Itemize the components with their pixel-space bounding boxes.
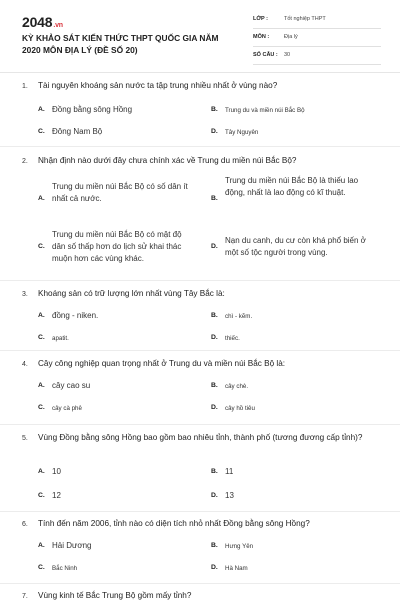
option-text: Đông Nam Bộ xyxy=(52,127,103,136)
question-text: Cây công nghiệp quan trọng nhất ở Trung du và miền núi Bắc Bộ là: xyxy=(38,359,286,368)
question-text: Khoáng sản có trữ lượng lớn nhất vùng Tây Bắc là: xyxy=(38,289,225,298)
option-letter: D. xyxy=(211,243,218,250)
option-text: Trung du và miền núi Bắc Bộ xyxy=(225,107,305,114)
option-letter: D. xyxy=(211,128,218,135)
question-text: Tính đến năm 2006, tỉnh nào có diện tích nhỏ nhất Đồng bằng sông Hồng? xyxy=(38,519,310,528)
option-text: chì - kẽm. xyxy=(225,313,253,320)
option-text: Hà Nam xyxy=(225,565,248,572)
question-number: 6. xyxy=(22,521,28,528)
logo-suffix: .vn xyxy=(53,22,63,29)
meta-label: SỐ CÂU : xyxy=(253,52,278,58)
option-letter: B. xyxy=(211,382,218,389)
option-letter: D. xyxy=(211,334,218,341)
option-letter: A. xyxy=(38,468,45,475)
option-text: 13 xyxy=(225,491,234,500)
option-text: Đồng bằng sông Hồng xyxy=(52,105,133,114)
option-text: cây cao su xyxy=(52,381,91,390)
option-letter: B. xyxy=(211,542,218,549)
meta-row-class xyxy=(253,14,381,29)
option-text: Bắc Ninh xyxy=(52,565,78,572)
option-letter: D. xyxy=(211,564,218,571)
option-text: Trung du miền núi Bắc Bộ là thiếu lao động, nhất là lao động có kĩ thuật. xyxy=(225,176,359,197)
header-divider xyxy=(0,72,400,73)
option-letter: A. xyxy=(38,106,45,113)
option-text: cây cà phê xyxy=(52,405,82,412)
option-text: Nạn du canh, du cư còn khá phổ biến ở một số tộc người trong vùng. xyxy=(225,236,366,257)
meta-label: MÔN : xyxy=(253,34,270,40)
option-text: Tây Nguyên xyxy=(225,129,259,136)
option-text: apatit. xyxy=(52,335,69,342)
meta-value: 30 xyxy=(284,52,291,58)
logo-text: 2048 xyxy=(22,14,53,30)
option-letter: C. xyxy=(38,334,45,341)
option-text: Hải Dương xyxy=(52,541,92,550)
question-divider xyxy=(0,280,400,281)
question-divider xyxy=(0,583,400,584)
question-number: 5. xyxy=(22,435,28,442)
meta-value: Địa lý xyxy=(284,34,298,40)
question-divider xyxy=(0,511,400,512)
option-text: Trung du miền núi Bắc Bộ có số dân ít nhất cả nước. xyxy=(52,182,188,203)
option-letter: A. xyxy=(38,542,45,549)
option-letter: C. xyxy=(38,564,45,571)
option-letter: B. xyxy=(211,312,218,319)
option-text: 10 xyxy=(52,467,61,476)
question-number: 1. xyxy=(22,83,28,90)
option-text: cây chè. xyxy=(225,383,249,390)
meta-label: LỚP : xyxy=(253,16,268,22)
site-logo[interactable] xyxy=(22,14,63,30)
option-letter: C. xyxy=(38,243,45,250)
exam-header xyxy=(0,0,400,72)
option-letter: C. xyxy=(38,404,45,411)
option-letter: B. xyxy=(211,106,218,113)
option-letter: C. xyxy=(38,492,45,499)
exam-title: KỲ KHẢO SÁT KIẾN THỨC THPT QUỐC GIA NĂM 2020 MÔN ĐỊA LÝ (ĐỀ SỐ 20) xyxy=(22,33,219,55)
question-number: 4. xyxy=(22,361,28,368)
option-letter: C. xyxy=(38,128,45,135)
option-text: Trung du miền núi Bắc Bộ có mật độ dân số thấp hơn do lịch sử khai thác muộn hơn các vùng khác. xyxy=(52,230,182,263)
option-letter: D. xyxy=(211,492,218,499)
option-text: thiếc. xyxy=(225,335,240,342)
question-text: Vùng kinh tế Bắc Trung Bộ gồm mấy tỉnh? xyxy=(38,591,192,600)
exam-meta xyxy=(253,14,381,68)
option-letter: A. xyxy=(38,382,45,389)
question-text: Tài nguyên khoáng sản nước ta tập trung nhiều nhất ở vùng nào? xyxy=(38,81,278,90)
option-text: Hưng Yên xyxy=(225,543,254,550)
question-text: Vùng Đồng bằng sông Hồng bao gồm bao nhiêu tỉnh, thành phố (tương đương cấp tỉnh)? xyxy=(38,433,363,442)
option-letter: B. xyxy=(211,468,218,475)
option-letter: D. xyxy=(211,404,218,411)
option-letter: A. xyxy=(38,195,45,202)
option-text: đồng - niken. xyxy=(52,311,99,320)
question-divider xyxy=(0,350,400,351)
question-divider xyxy=(0,146,400,147)
question-number: 3. xyxy=(22,291,28,298)
question-number: 7. xyxy=(22,593,28,600)
meta-row-count xyxy=(253,50,381,65)
option-text: 12 xyxy=(52,491,61,500)
meta-value: Tốt nghiệp THPT xyxy=(284,16,326,22)
meta-row-subject xyxy=(253,32,381,47)
question-text: Nhận định nào dưới đây chưa chính xác về Trung du miền núi Bắc Bộ? xyxy=(38,156,297,165)
option-text: cây hồ tiêu xyxy=(225,405,255,412)
question-divider xyxy=(0,424,400,425)
option-text: 11 xyxy=(225,467,234,476)
question-number: 2. xyxy=(22,158,28,165)
option-letter: A. xyxy=(38,312,45,319)
option-letter: B. xyxy=(211,195,218,202)
